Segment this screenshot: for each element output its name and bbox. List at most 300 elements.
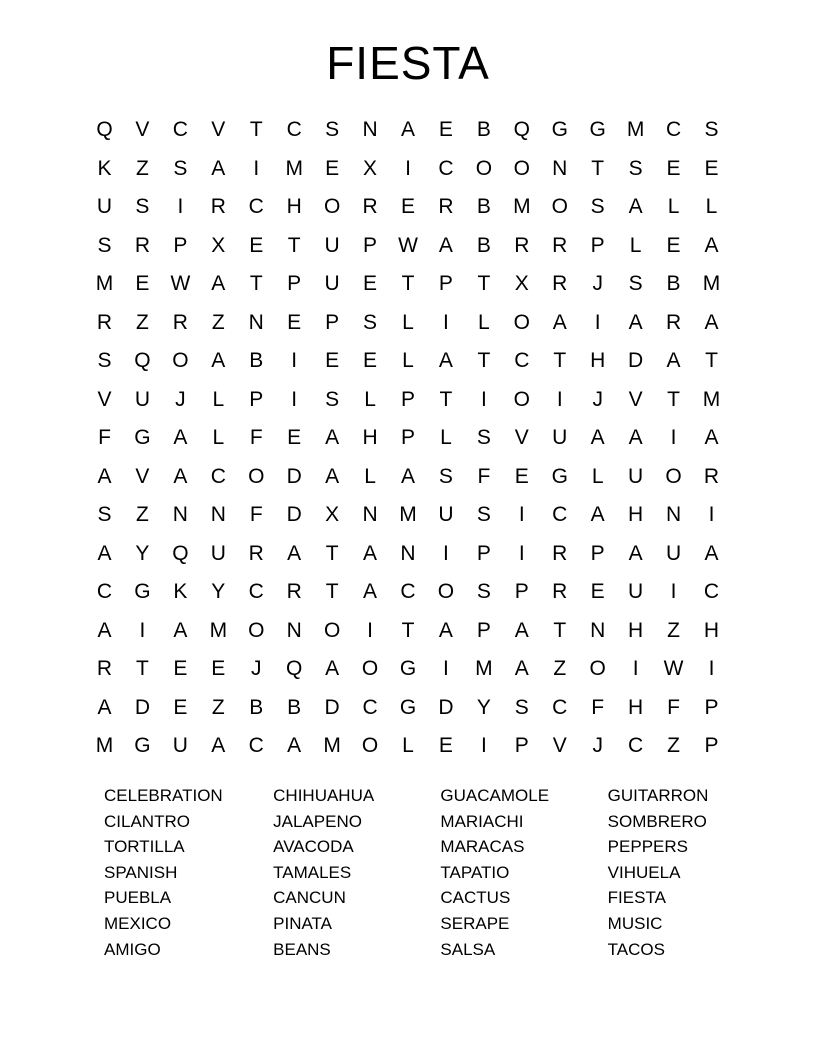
grid-cell[interactable]: A [287,541,302,565]
grid-cell[interactable]: I [443,310,449,334]
grid-cell[interactable]: L [402,310,414,334]
grid-cell[interactable]: Z [667,618,680,642]
word-list-item[interactable]: PUEBLA [104,888,172,908]
grid-cell[interactable]: B [249,695,264,719]
grid-cell[interactable]: L [478,310,490,334]
grid-cell[interactable]: T [249,118,263,142]
grid-cell[interactable]: K [97,156,112,180]
grid-cell[interactable]: I [708,657,715,681]
grid-cell[interactable]: U [628,464,644,488]
grid-cell[interactable]: W [398,233,418,257]
grid-cell[interactable]: E [325,349,340,373]
word-list-item[interactable]: TAPATIO [440,862,510,882]
grid-cell[interactable]: C [286,118,302,142]
word-list-item[interactable]: PEPPERS [607,837,688,857]
grid-cell[interactable]: E [438,118,453,142]
grid-cell[interactable]: E [211,657,226,681]
grid-cell[interactable]: C [438,156,454,180]
grid-cell[interactable]: P [400,387,415,411]
grid-cell[interactable]: W [170,272,191,296]
grid-cell[interactable]: N [286,618,302,642]
grid-cell[interactable]: C [172,118,188,142]
grid-cell[interactable]: R [96,310,113,334]
grid-cell[interactable]: I [367,618,373,642]
grid-cell[interactable]: C [552,695,568,719]
grid-cell[interactable]: T [591,156,605,180]
grid-cell[interactable]: N [362,118,378,142]
grid-cell[interactable]: D [134,695,151,719]
word-list-item[interactable]: VIHUELA [607,862,681,882]
grid-cell[interactable]: L [402,349,414,373]
grid-cell[interactable]: A [704,233,719,257]
grid-cell[interactable]: T [477,272,491,296]
grid-cell[interactable]: D [628,349,644,373]
word-list-item[interactable]: FIESTA [607,888,666,908]
grid-cell[interactable]: A [628,195,643,219]
grid-cell[interactable]: S [476,503,491,527]
grid-cell[interactable]: M [399,503,417,527]
grid-cell[interactable]: P [590,541,605,565]
grid-cell[interactable]: F [667,695,680,719]
grid-cell[interactable]: A [666,349,681,373]
grid-cell[interactable]: I [556,387,563,411]
grid-cell[interactable]: Q [513,118,530,142]
word-list-item[interactable]: JALAPENO [273,811,362,831]
grid-cell[interactable]: N [210,503,226,527]
grid-cell[interactable]: O [475,156,493,180]
grid-cell[interactable]: A [363,580,378,604]
grid-cell[interactable]: P [514,580,529,604]
grid-cell[interactable]: K [173,580,188,604]
grid-cell[interactable]: S [476,580,491,604]
grid-cell[interactable]: O [437,580,455,604]
grid-cell[interactable]: R [438,195,454,219]
grid-cell[interactable]: A [438,618,453,642]
grid-cell[interactable]: U [324,233,340,257]
grid-cell[interactable]: E [704,156,719,180]
grid-cell[interactable]: J [175,387,186,411]
grid-cell[interactable]: E [363,272,378,296]
grid-cell[interactable]: O [248,618,265,642]
grid-cell[interactable]: L [212,387,225,411]
grid-cell[interactable]: E [514,464,529,488]
grid-cell[interactable]: B [666,272,681,296]
word-list-item[interactable]: BEANS [273,939,331,959]
grid-cell[interactable]: T [705,349,718,373]
grid-cell[interactable]: P [476,541,491,565]
grid-cell[interactable]: R [286,580,302,604]
grid-cell[interactable]: R [210,195,226,219]
word-list-item[interactable]: MARIACHI [440,811,524,831]
grid-cell[interactable]: N [400,541,416,565]
grid-cell[interactable]: E [590,580,605,604]
grid-cell[interactable]: C [248,734,264,758]
grid-cell[interactable]: Z [211,695,225,719]
grid-cell[interactable]: G [134,734,151,758]
grid-cell[interactable]: P [476,618,491,642]
grid-cell[interactable]: I [518,541,525,565]
grid-cell[interactable]: O [551,195,568,219]
grid-cell[interactable]: R [96,657,113,681]
grid-cell[interactable]: T [325,541,339,565]
grid-cell[interactable]: M [702,387,721,411]
grid-cell[interactable]: P [400,426,415,450]
grid-cell[interactable]: I [291,387,298,411]
grid-cell[interactable]: Z [667,734,680,758]
grid-cell[interactable]: Q [286,657,303,681]
grid-cell[interactable]: T [325,580,339,604]
grid-cell[interactable]: J [592,734,603,758]
grid-cell[interactable]: A [628,426,643,450]
grid-cell[interactable]: E [287,426,302,450]
grid-cell[interactable]: U [210,541,226,565]
word-list-item[interactable]: SPANISH [104,862,178,882]
word-list-item[interactable]: AMIGO [104,939,161,959]
grid-cell[interactable]: E [173,695,188,719]
grid-cell[interactable]: H [362,426,378,450]
grid-cell[interactable]: U [438,503,454,527]
grid-cell[interactable]: E [325,156,340,180]
grid-cell[interactable]: A [211,349,226,373]
grid-cell[interactable]: X [363,156,378,180]
grid-cell[interactable]: R [134,233,151,257]
grid-cell[interactable]: U [134,387,151,411]
grid-cell[interactable]: P [704,734,719,758]
grid-cell[interactable]: E [363,349,378,373]
grid-cell[interactable]: S [325,387,340,411]
grid-cell[interactable]: A [590,503,605,527]
grid-cell[interactable]: L [402,734,414,758]
grid-cell[interactable]: C [665,118,682,142]
grid-cell[interactable]: M [475,657,493,681]
grid-cell[interactable]: E [666,233,681,257]
word-list-item[interactable]: CILANTRO [104,811,190,831]
grid-cell[interactable]: M [702,272,721,296]
word-list-item[interactable]: SERAPE [440,914,510,934]
grid-cell[interactable]: B [249,349,264,373]
grid-cell[interactable]: A [363,541,378,565]
grid-cell[interactable]: L [364,464,376,488]
grid-cell[interactable]: I [670,426,677,450]
grid-cell[interactable]: R [665,310,682,334]
grid-cell[interactable]: U [665,541,682,565]
grid-cell[interactable]: H [628,618,644,642]
grid-cell[interactable]: E [666,156,681,180]
grid-cell[interactable]: A [704,426,719,450]
grid-cell[interactable]: I [253,156,260,180]
grid-cell[interactable]: F [477,464,491,488]
grid-cell[interactable]: E [400,195,415,219]
grid-cell[interactable]: Q [134,349,151,373]
grid-cell[interactable]: M [209,618,228,642]
grid-cell[interactable]: M [323,734,341,758]
grid-cell[interactable]: P [363,233,378,257]
grid-cell[interactable]: R [552,233,568,257]
grid-cell[interactable]: T [249,272,263,296]
grid-cell[interactable]: V [514,426,529,450]
grid-cell[interactable]: T [401,618,415,642]
grid-cell[interactable]: B [476,118,491,142]
grid-cell[interactable]: C [248,195,264,219]
grid-cell[interactable]: Z [136,156,149,180]
word-list-item[interactable]: MARACAS [440,837,525,857]
grid-cell[interactable]: J [592,387,603,411]
grid-cell[interactable]: I [480,734,487,758]
grid-cell[interactable]: O [323,618,341,642]
grid-cell[interactable]: V [211,118,226,142]
grid-cell[interactable]: R [514,233,530,257]
grid-cell[interactable]: C [552,503,568,527]
grid-cell[interactable]: C [514,349,530,373]
grid-cell[interactable]: M [95,734,114,758]
grid-cell[interactable]: A [514,618,529,642]
grid-cell[interactable]: T [667,387,680,411]
grid-cell[interactable]: I [443,657,449,681]
grid-cell[interactable]: I [405,156,411,180]
grid-cell[interactable]: N [362,503,378,527]
grid-cell[interactable]: G [589,118,606,142]
grid-cell[interactable]: D [286,503,302,527]
grid-cell[interactable]: O [361,734,379,758]
grid-cell[interactable]: P [287,272,302,296]
grid-cell[interactable]: Y [211,580,226,604]
grid-cell[interactable]: U [172,734,188,758]
grid-cell[interactable]: O [513,387,530,411]
grid-cell[interactable]: D [438,695,454,719]
grid-cell[interactable]: L [212,426,225,450]
grid-cell[interactable]: H [628,503,644,527]
grid-cell[interactable]: G [134,580,151,604]
grid-cell[interactable]: C [362,695,378,719]
grid-cell[interactable]: A [325,426,340,450]
grid-cell[interactable]: C [400,580,416,604]
grid-cell[interactable]: T [287,233,301,257]
grid-cell[interactable]: E [438,734,453,758]
word-list-item[interactable]: GUACAMOLE [440,786,550,806]
grid-cell[interactable]: I [177,195,184,219]
grid-cell[interactable]: F [249,426,263,450]
grid-cell[interactable]: N [172,503,188,527]
grid-cell[interactable]: S [97,349,112,373]
grid-cell[interactable]: J [592,272,603,296]
grid-cell[interactable]: Y [476,695,491,719]
grid-cell[interactable]: I [480,387,487,411]
grid-cell[interactable]: A [514,657,529,681]
grid-cell[interactable]: T [439,387,453,411]
grid-cell[interactable]: X [514,272,529,296]
grid-cell[interactable]: F [591,695,605,719]
grid-cell[interactable]: R [703,464,720,488]
grid-cell[interactable]: W [663,657,684,681]
grid-cell[interactable]: A [628,541,643,565]
grid-cell[interactable]: H [590,349,606,373]
grid-cell[interactable]: A [211,156,226,180]
grid-cell[interactable]: A [173,618,188,642]
word-list-item[interactable]: GUITARRON [607,786,709,806]
grid-cell[interactable]: I [708,503,715,527]
grid-cell[interactable]: A [173,426,188,450]
grid-cell[interactable]: N [590,618,606,642]
grid-cell[interactable]: A [287,734,302,758]
word-list-item[interactable]: CHIHUAHUA [273,786,375,806]
grid-cell[interactable]: S [476,426,491,450]
grid-cell[interactable]: E [287,310,302,334]
grid-cell[interactable]: V [97,387,112,411]
grid-cell[interactable]: T [553,349,567,373]
grid-cell[interactable]: M [513,195,531,219]
grid-cell[interactable]: T [136,657,149,681]
grid-cell[interactable]: A [211,272,226,296]
grid-cell[interactable]: E [135,272,150,296]
grid-cell[interactable]: P [704,695,719,719]
grid-cell[interactable]: S [97,233,112,257]
grid-cell[interactable]: A [704,310,719,334]
grid-cell[interactable]: R [552,541,568,565]
grid-cell[interactable]: P [590,233,605,257]
grid-cell[interactable]: I [443,541,449,565]
grid-cell[interactable]: A [590,426,605,450]
grid-cell[interactable]: A [628,310,643,334]
grid-cell[interactable]: A [552,310,567,334]
grid-cell[interactable]: V [135,464,150,488]
grid-cell[interactable]: S [135,195,150,219]
grid-cell[interactable]: J [251,657,262,681]
grid-cell[interactable]: R [172,310,188,334]
grid-cell[interactable]: U [552,426,568,450]
word-list-item[interactable]: CANCUN [273,888,346,908]
grid-cell[interactable]: G [399,695,417,719]
grid-cell[interactable]: L [705,195,718,219]
word-list-item[interactable]: CACTUS [440,888,511,908]
grid-cell[interactable]: I [632,657,639,681]
grid-cell[interactable]: A [400,118,415,142]
grid-cell[interactable]: P [249,387,264,411]
grid-cell[interactable]: I [291,349,298,373]
grid-cell[interactable]: A [438,233,453,257]
grid-cell[interactable]: D [324,695,340,719]
grid-cell[interactable]: L [591,464,604,488]
grid-cell[interactable]: T [553,618,567,642]
grid-cell[interactable]: X [211,233,226,257]
grid-cell[interactable]: Z [136,310,149,334]
grid-cell[interactable]: B [287,695,302,719]
grid-cell[interactable]: F [98,426,111,450]
grid-cell[interactable]: N [665,503,682,527]
grid-cell[interactable]: S [438,464,453,488]
grid-cell[interactable]: V [628,387,643,411]
grid-cell[interactable]: P [514,734,529,758]
grid-cell[interactable]: O [248,464,265,488]
grid-cell[interactable]: S [628,272,643,296]
grid-cell[interactable]: L [629,233,642,257]
grid-cell[interactable]: A [325,464,340,488]
grid-cell[interactable]: F [249,503,263,527]
grid-cell[interactable]: N [552,156,568,180]
grid-cell[interactable]: R [362,195,378,219]
grid-cell[interactable]: U [96,195,113,219]
grid-cell[interactable]: U [628,580,644,604]
grid-cell[interactable]: A [97,695,112,719]
grid-cell[interactable]: G [134,426,151,450]
grid-cell[interactable]: S [363,310,378,334]
grid-cell[interactable]: E [249,233,264,257]
grid-cell[interactable]: R [248,541,264,565]
grid-cell[interactable]: A [325,657,340,681]
grid-cell[interactable]: B [476,233,491,257]
grid-cell[interactable]: H [703,618,720,642]
grid-cell[interactable]: I [670,580,677,604]
grid-cell[interactable]: S [325,118,340,142]
grid-cell[interactable]: O [172,349,189,373]
grid-cell[interactable]: A [211,734,226,758]
grid-cell[interactable]: L [364,387,376,411]
grid-cell[interactable]: R [552,580,568,604]
grid-cell[interactable]: V [552,734,567,758]
grid-cell[interactable]: A [173,464,188,488]
grid-cell[interactable]: I [139,618,146,642]
grid-cell[interactable]: A [97,464,112,488]
grid-cell[interactable]: M [95,272,114,296]
grid-cell[interactable]: V [135,118,150,142]
grid-cell[interactable]: L [440,426,452,450]
grid-cell[interactable]: O [361,657,379,681]
grid-cell[interactable]: S [704,118,719,142]
grid-cell[interactable]: Q [96,118,113,142]
grid-cell[interactable]: G [399,657,417,681]
grid-cell[interactable]: T [477,349,491,373]
grid-cell[interactable]: A [400,464,415,488]
word-list-item[interactable]: TAMALES [273,862,352,882]
grid-cell[interactable]: G [551,118,568,142]
grid-cell[interactable]: G [551,464,568,488]
word-list-item[interactable]: TACOS [607,939,665,959]
grid-cell[interactable]: S [590,195,605,219]
grid-cell[interactable]: C [248,580,264,604]
grid-cell[interactable]: D [286,464,302,488]
grid-cell[interactable]: Y [135,541,150,565]
grid-cell[interactable]: Z [553,657,567,681]
grid-cell[interactable]: P [325,310,340,334]
grid-cell[interactable]: I [518,503,525,527]
grid-cell[interactable]: O [665,464,682,488]
grid-cell[interactable]: N [248,310,264,334]
grid-cell[interactable]: A [438,349,453,373]
grid-cell[interactable]: U [324,272,340,296]
word-list-item[interactable]: MUSIC [607,914,663,934]
grid-cell[interactable]: M [285,156,303,180]
grid-cell[interactable]: Z [211,310,225,334]
grid-cell[interactable]: O [589,657,606,681]
grid-cell[interactable]: A [97,541,112,565]
word-list-item[interactable]: SOMBRERO [607,811,707,831]
grid-cell[interactable]: T [401,272,415,296]
grid-cell[interactable]: S [97,503,112,527]
grid-cell[interactable]: A [97,618,112,642]
grid-cell[interactable]: S [173,156,188,180]
grid-cell[interactable]: S [514,695,529,719]
grid-cell[interactable]: M [626,118,645,142]
word-list-item[interactable]: TORTILLA [104,837,185,857]
word-list-item[interactable]: MEXICO [104,914,172,934]
grid-cell[interactable]: X [325,503,340,527]
grid-cell[interactable]: O [323,195,341,219]
word-list-item[interactable]: AVACODA [273,837,354,857]
grid-cell[interactable]: C [96,580,113,604]
grid-cell[interactable]: Q [172,541,189,565]
grid-cell[interactable]: C [210,464,226,488]
word-list-item[interactable]: PINATA [273,914,333,934]
grid-cell[interactable]: C [703,580,720,604]
